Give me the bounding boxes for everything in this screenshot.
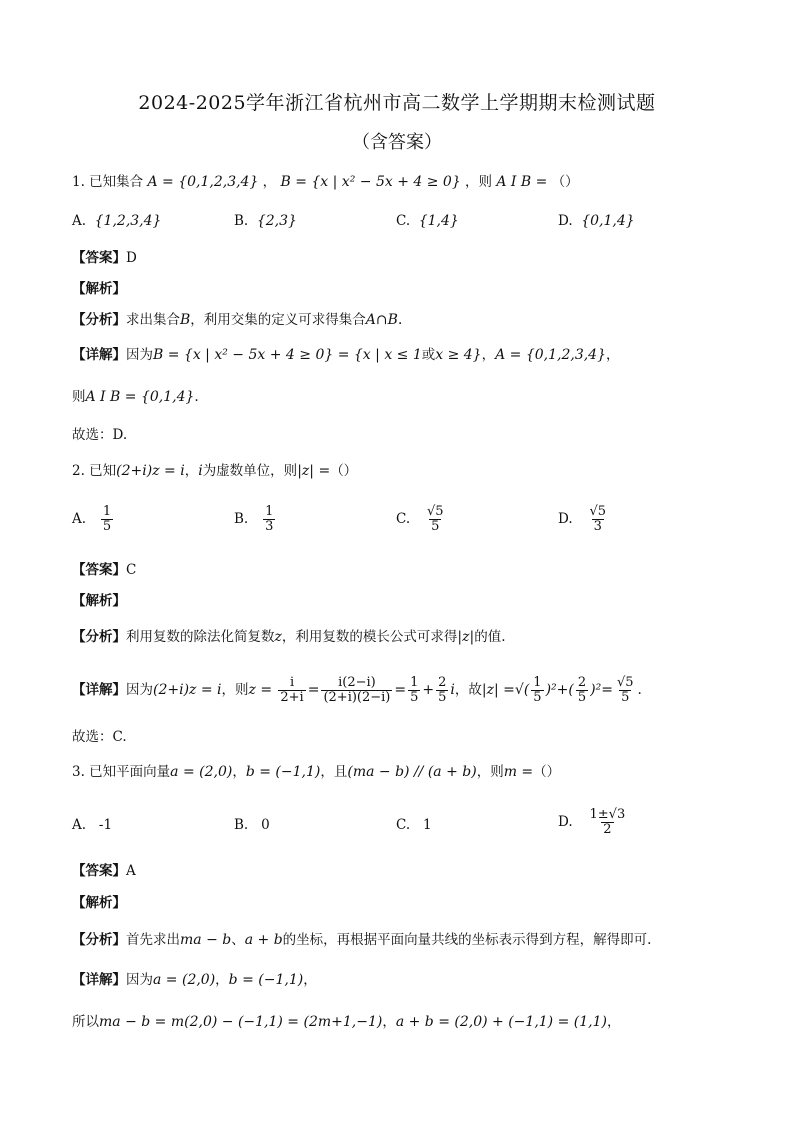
analysis-tag: 【解析】	[72, 281, 126, 297]
option-fraction	[588, 808, 628, 837]
detail-text: 或	[421, 347, 436, 363]
detail-tag: 【详解】	[72, 972, 126, 988]
detail-text: ，	[215, 972, 229, 988]
answer-tag: 【答案】	[72, 250, 126, 266]
detail-expr: ma − b = m(2,0) − (−1,1) = (2m+1,−1)	[99, 1014, 383, 1030]
fraction	[321, 676, 392, 705]
q2-stem-text: ，	[184, 463, 199, 479]
denominator: 3	[593, 519, 602, 534]
q2-stem-text: 2. 已知	[72, 463, 117, 479]
option-label: C.	[396, 817, 411, 833]
q1-stem	[72, 172, 579, 192]
detail-text: 则	[72, 389, 86, 405]
imag-unit: i	[450, 682, 455, 698]
detail-text: .	[194, 389, 199, 405]
numerator: 1	[102, 504, 112, 519]
detail-expr: A I B = {0,1,4}	[85, 389, 195, 405]
fraction	[408, 676, 420, 705]
fenxi-text: 的值.	[474, 629, 506, 645]
q3-vector-b: b = (−1,1)	[245, 764, 321, 780]
detail-expr: a = (2,0)	[153, 972, 216, 988]
fraction	[436, 676, 448, 705]
q3-detail	[72, 970, 317, 990]
q2-fenxi	[72, 627, 506, 647]
detail-text: ，	[606, 347, 620, 363]
numerator: i(2−i)	[338, 675, 376, 690]
numerator: √5	[427, 504, 444, 519]
q3-answer	[72, 861, 136, 881]
q1-set-b: B = {x | x² − 5x + 4 ≥ 0}	[280, 174, 461, 190]
option-value: -1	[98, 817, 113, 833]
fenxi-expr: B	[180, 312, 191, 328]
numerator: 2	[438, 675, 447, 690]
q1-option-a	[72, 211, 161, 231]
detail-expr: z =	[248, 682, 273, 698]
denominator: 5	[577, 690, 587, 705]
q3-analysis-heading	[72, 893, 126, 913]
q2-question-expr: |z| =	[297, 463, 331, 479]
q1-stem-text: ，	[262, 174, 277, 190]
fenxi-tag: 【分析】	[72, 932, 126, 948]
equals-sign: =	[307, 682, 320, 698]
q2-analysis-heading	[72, 591, 126, 611]
detail-text: ，	[382, 1014, 396, 1030]
q2-equation: (2+i)z = i	[116, 463, 185, 479]
q3-option-b	[234, 815, 270, 835]
answer-value: A	[126, 863, 136, 879]
numerator: 1±√3	[589, 807, 626, 822]
q1-fenxi	[72, 310, 402, 330]
fenxi-expr: a + b	[244, 932, 283, 948]
option-label: C.	[396, 213, 411, 229]
page-title: 2024-2025学年浙江省杭州市高二数学上学期期末检测试题	[138, 92, 656, 114]
detail-text: ，故	[454, 682, 482, 698]
fenxi-text: ，利用交集的定义可求得集合	[190, 312, 366, 328]
option-value: {1,2,3,4}	[94, 213, 162, 229]
detail-expr: (2+i)z = i	[153, 682, 222, 698]
q3-option-a	[72, 815, 112, 835]
option-value: {0,1,4}	[581, 213, 635, 229]
detail-text: ，	[606, 1014, 621, 1030]
option-value: 0	[261, 817, 270, 833]
detail-tag: 【详解】	[72, 347, 126, 363]
answer-tag: 【答案】	[72, 562, 126, 578]
numerator: 2	[577, 675, 587, 690]
q3-so	[72, 1012, 620, 1032]
q1-question-expr: A I B =	[496, 174, 548, 190]
q3-question-expr: m =	[503, 764, 534, 780]
option-label: A.	[72, 511, 87, 527]
option-fraction	[425, 505, 446, 534]
detail-text: 所以	[72, 1014, 99, 1030]
q1-option-d	[558, 211, 635, 231]
detail-text: ，则	[221, 682, 249, 698]
numerator: √5	[589, 504, 607, 519]
q2-detail	[72, 672, 642, 708]
equals-sign: =	[394, 682, 407, 698]
fenxi-text: 、	[231, 932, 245, 948]
denominator: 5	[621, 690, 630, 705]
option-fraction	[588, 505, 609, 534]
q3-stem	[72, 762, 560, 782]
numerator: 1	[410, 675, 419, 690]
q2-choose: 故选：C.	[72, 729, 127, 745]
option-label: D.	[558, 213, 573, 229]
answer-tag: 【答案】	[72, 863, 126, 879]
q1-option-c	[396, 211, 459, 231]
fenxi-text: 的坐标，再根据平面向量共线的坐标表示得到方程，解得即可.	[282, 932, 652, 948]
fraction	[531, 676, 543, 705]
q2-blank: （）	[330, 463, 358, 479]
q1-choose: 故选：D.	[72, 427, 128, 443]
page-subtitle: （含答案）	[352, 132, 442, 153]
numerator: 1	[533, 675, 542, 690]
numerator: i	[289, 675, 295, 690]
q1-set-a: A = {0,1,2,3,4}	[147, 174, 259, 190]
detail-text: 因为	[126, 347, 153, 363]
option-label: A.	[72, 213, 87, 229]
option-label: A.	[72, 817, 87, 833]
detail-expr: |z| =	[481, 682, 515, 698]
denominator: 2	[603, 822, 612, 837]
q1-stem-text: ，则	[465, 174, 493, 190]
option-value: {2,3}	[256, 213, 297, 229]
numerator: √5	[616, 675, 634, 690]
detail-expr: A = {0,1,2,3,4}	[495, 347, 606, 363]
q3-vector-a: a = (2,0)	[170, 764, 233, 780]
detail-expr: a + b = (2,0) + (−1,1) = (1,1)	[395, 1014, 607, 1030]
q1-option-b	[234, 211, 297, 231]
answer-value: C	[126, 562, 137, 578]
q3-stem-text: 3. 已知平面向量	[72, 764, 171, 780]
fenxi-expr: |z|	[457, 629, 475, 645]
fenxi-tag: 【分析】	[72, 629, 126, 645]
q2-option-d	[558, 505, 610, 534]
fenxi-expr: A∩B	[365, 312, 398, 328]
fraction	[278, 676, 305, 705]
option-fraction	[263, 505, 275, 534]
q2-option-c	[396, 505, 448, 534]
detail-text: .	[637, 682, 642, 698]
plus-sign: +	[422, 682, 435, 698]
q1-stem-text: 1. 已知集合	[72, 174, 144, 190]
fraction	[576, 676, 588, 705]
q2-stem-text: 为虚数单位，则	[202, 463, 298, 479]
detail-text: 因为	[126, 682, 153, 698]
q2-stem	[72, 461, 357, 481]
fenxi-expr: ma − b	[180, 932, 232, 948]
q3-parallel-condition: (ma − b) // (a + b)	[347, 764, 477, 780]
option-label: B.	[234, 511, 249, 527]
q1-detail	[72, 345, 620, 365]
q3-option-d	[558, 808, 629, 837]
q1-analysis-heading	[72, 279, 126, 299]
analysis-tag: 【解析】	[72, 895, 126, 911]
q1-answer	[72, 248, 137, 268]
detail-expr: x ≥ 4}	[435, 347, 482, 363]
fenxi-text: 利用复数的除法化简复数	[126, 629, 275, 645]
analysis-tag: 【解析】	[72, 593, 126, 609]
q3-stem-text: ，且	[320, 764, 348, 780]
option-value: 1	[423, 817, 432, 833]
option-label: B.	[234, 213, 249, 229]
fenxi-tag: 【分析】	[72, 312, 126, 328]
fenxi-text: ，利用复数的模长公式可求得	[281, 629, 458, 645]
fenxi-text: 求出集合	[126, 312, 180, 328]
q3-stem-text: ，则	[476, 764, 504, 780]
q3-option-c	[396, 815, 432, 835]
fraction	[615, 676, 636, 705]
denominator: (2+i)(2−i)	[323, 690, 391, 705]
denominator: 5	[431, 519, 440, 534]
q2-option-b	[234, 505, 277, 534]
equals-sign: =	[601, 682, 613, 698]
option-label: D.	[558, 511, 573, 527]
square-part: )²+(	[545, 682, 574, 698]
detail-text: 因为	[126, 972, 153, 988]
q2-option-a	[72, 505, 115, 534]
option-value: {1,4}	[418, 213, 459, 229]
q3-fenxi	[72, 930, 651, 950]
detail-text: ，	[303, 972, 317, 988]
numerator: 1	[265, 504, 274, 519]
q3-blank: （）	[533, 764, 561, 780]
option-label: B.	[234, 817, 249, 833]
denominator: 3	[265, 519, 274, 534]
option-label: D.	[558, 814, 573, 830]
fenxi-text: 首先求出	[126, 932, 180, 948]
option-fraction	[101, 505, 113, 534]
denominator: 5	[438, 690, 447, 705]
detail-text: ，	[481, 347, 496, 363]
denominator: 2+i	[280, 690, 304, 705]
denominator: 5	[533, 690, 542, 705]
fenxi-expr: z	[274, 629, 282, 645]
detail-expr: b = (−1,1)	[228, 972, 304, 988]
answer-value: D	[126, 250, 137, 266]
square-part: )²	[590, 682, 602, 698]
q1-blank: （）	[551, 174, 579, 190]
denominator: 5	[410, 690, 419, 705]
sqrt-open: √(	[514, 682, 530, 698]
denominator: 5	[102, 519, 112, 534]
option-label: C.	[396, 511, 411, 527]
q3-stem-text: ，	[232, 764, 246, 780]
q2-imag-unit: i	[198, 463, 203, 479]
detail-expr: B = {x | x² − 5x + 4 ≥ 0} = {x | x ≤ 1	[153, 347, 422, 363]
detail-tag: 【详解】	[72, 682, 126, 698]
q2-answer	[72, 560, 136, 580]
fenxi-text: .	[397, 312, 403, 328]
q1-then	[72, 387, 199, 407]
